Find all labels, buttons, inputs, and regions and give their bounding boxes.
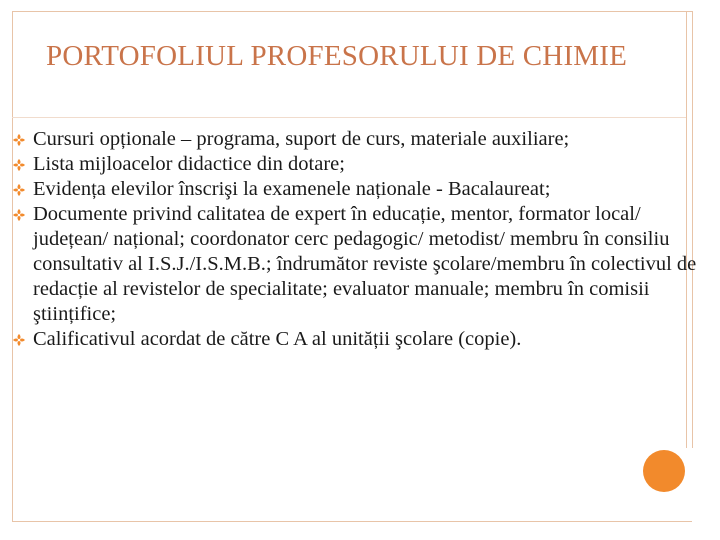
fleuron-bullet-icon	[12, 133, 26, 147]
fleuron-bullet-icon	[12, 183, 26, 197]
bullet-item	[12, 202, 712, 327]
accent-circle	[643, 450, 685, 492]
fleuron-bullet-icon	[12, 208, 26, 222]
bullet-text: Lista mijloacelor didactice din dotare;	[33, 153, 345, 175]
fleuron-bullet-icon	[12, 158, 26, 172]
bullet-item	[12, 177, 712, 202]
bullet-item	[12, 327, 712, 352]
frame-bottom-line	[12, 521, 692, 522]
frame-title-divider	[12, 117, 686, 118]
slide-title: PORTOFOLIUL PROFESORULUI DE CHIMIE	[46, 40, 628, 72]
bullet-text: Documente privind calitatea de expert în educație, mentor, formator local/ județean/ național; coordonator cerc pedagogic/ metodist/ membru în consiliu consultativ al I.S.J./I.S.M.B.; îndrumător reviste şcolare/membru în colectivul de redacție al revistelor de specialitate; evaluator manuale; membru în comisii ştiințifice;	[33, 203, 697, 325]
bullet-text: Evidența elevilor înscrişi la examenele naționale - Bacalaureat;	[33, 178, 551, 200]
bullet-text: Cursuri opționale – programa, suport de curs, materiale auxiliare;	[33, 128, 570, 150]
frame-top-line	[12, 11, 692, 12]
bullet-text: Calificativul acordat de către C A al unității şcolare (copie).	[33, 328, 522, 350]
fleuron-bullet-icon	[12, 333, 26, 347]
bullet-item	[12, 152, 712, 177]
bullet-list	[12, 127, 712, 352]
bullet-item	[12, 127, 712, 152]
